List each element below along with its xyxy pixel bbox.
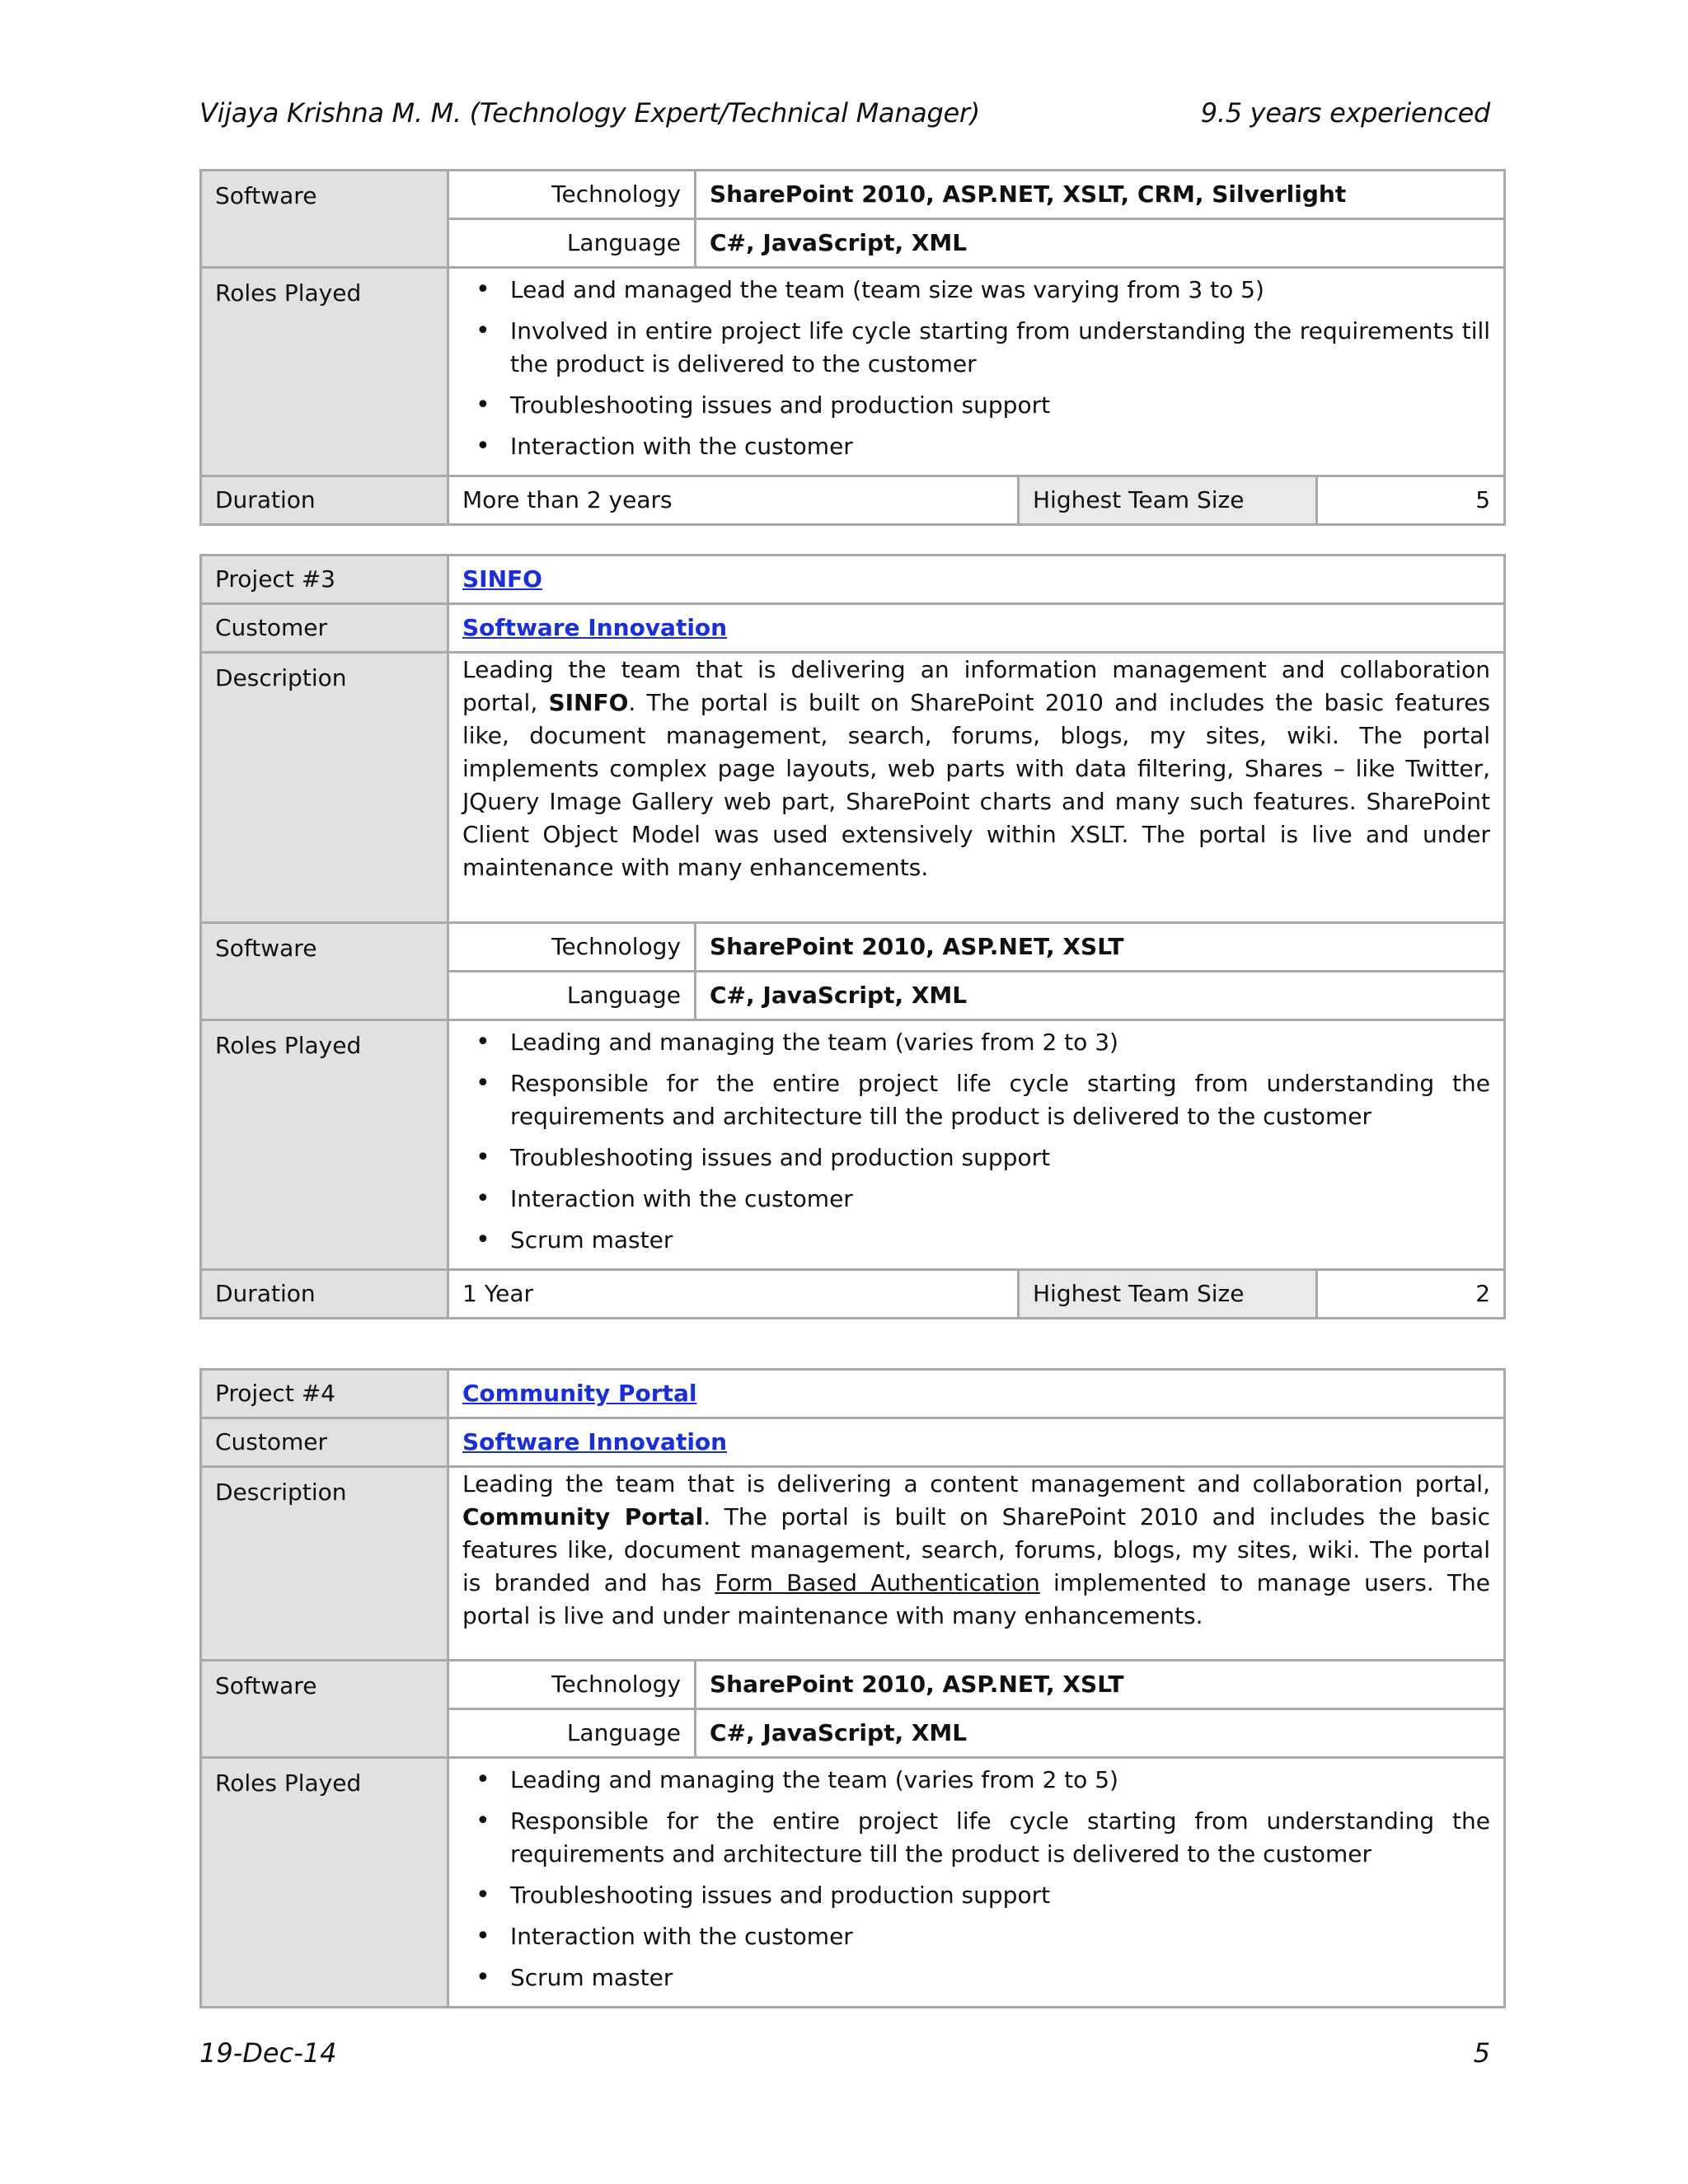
roles-cell [448, 1020, 1505, 1270]
project-name-cell [448, 1370, 1505, 1418]
language-value: C#, JavaScript, XML [696, 1709, 1505, 1758]
project-name-link[interactable]: Community Portal [462, 1380, 697, 1407]
customer-link[interactable]: Software Innovation [462, 614, 728, 641]
team-size-value: 5 [1317, 476, 1505, 525]
team-size-value: 2 [1317, 1270, 1505, 1319]
roles-list [462, 1021, 1490, 1268]
page-number: 5 [1473, 2037, 1490, 2069]
project-4-table [199, 1368, 1506, 2008]
technology-label: Technology [448, 923, 696, 972]
customer-cell [448, 1418, 1505, 1467]
duration-value: 1 Year [448, 1270, 1019, 1319]
list-item: • Troubleshooting issues and production support [462, 389, 1490, 422]
team-size-label: Highest Team Size [1019, 1270, 1317, 1319]
resume-owner-title: Vijaya Krishna M. M. (Technology Expert/Technical Manager) [199, 97, 980, 129]
duration-value: More than 2 years [448, 476, 1019, 525]
duration-label: Duration [201, 1270, 448, 1319]
roles-label: Roles Played [201, 268, 448, 476]
duration-label: Duration [201, 476, 448, 525]
project-name-cell [448, 555, 1505, 604]
page-header [199, 97, 1490, 138]
customer-cell [448, 604, 1505, 653]
list-item: • Responsible for the entire project life cycle starting from understanding the requirements and architecture till the product is delivered to the customer [462, 1067, 1490, 1133]
technology-label: Technology [448, 1661, 696, 1709]
list-item: • Troubleshooting issues and production support [462, 1141, 1490, 1174]
description-text: Leading the team that is delivering a content management and collaboration portal, Community Portal. The portal is built on SharePoint 2010 and includes the basic features like, document management, search, forums, blogs, my sites, wiki. The portal is branded and has Form Based Authentication implemented to manage users. The portal is live and under maintenance with many enhancements. [448, 1467, 1505, 1661]
software-label: Software [201, 1661, 448, 1758]
language-value: C#, JavaScript, XML [696, 219, 1505, 268]
footer-date: 19-Dec-14 [199, 2037, 337, 2069]
roles-cell [448, 268, 1505, 476]
software-label: Software [201, 171, 448, 268]
list-item: • Interaction with the customer [462, 1183, 1490, 1216]
language-label: Language [448, 972, 696, 1020]
list-item: • Responsible for the entire project life cycle starting from understanding the requirements and architecture till the product is delivered to the customer [462, 1805, 1490, 1871]
list-item: • Interaction with the customer [462, 1920, 1490, 1953]
team-size-label: Highest Team Size [1019, 476, 1317, 525]
language-value: C#, JavaScript, XML [696, 972, 1505, 1020]
technology-label: Technology [448, 171, 696, 219]
description-text: Leading the team that is delivering an information management and collaboration portal, SINFO. The portal is built on SharePoint 2010 and includes the basic features like, document management, search, forums, blogs, my sites, wiki. The portal implements complex page layouts, web parts with data filtering, Shares – like Twitter, JQuery Image Gallery web part, SharePoint charts and many such features. SharePoint Client Object Model was used extensively within XSLT. The portal is live and under maintenance with many enhancements. [448, 653, 1505, 923]
project-number-label: Project #4 [201, 1370, 448, 1418]
roles-label: Roles Played [201, 1758, 448, 2008]
description-label: Description [201, 1467, 448, 1661]
project-2-table [199, 169, 1506, 526]
form-based-auth-link[interactable]: Form Based Authentication [715, 1569, 1040, 1596]
software-label: Software [201, 923, 448, 1020]
list-item: • Scrum master [462, 1961, 1490, 1994]
technology-value: SharePoint 2010, ASP.NET, XSLT, CRM, Silverlight [696, 171, 1505, 219]
language-label: Language [448, 219, 696, 268]
list-item: • Lead and managed the team (team size was varying from 3 to 5) [462, 274, 1490, 307]
description-label: Description [201, 653, 448, 923]
page-footer [199, 2037, 1490, 2079]
technology-value: SharePoint 2010, ASP.NET, XSLT [696, 1661, 1505, 1709]
list-item: • Troubleshooting issues and production support [462, 1879, 1490, 1912]
roles-cell [448, 1758, 1505, 2008]
list-item: • Leading and managing the team (varies from 2 to 3) [462, 1026, 1490, 1059]
roles-label: Roles Played [201, 1020, 448, 1270]
project-3-table [199, 554, 1506, 1319]
project-number-label: Project #3 [201, 555, 448, 604]
technology-value: SharePoint 2010, ASP.NET, XSLT [696, 923, 1505, 972]
project-name-link[interactable]: SINFO [462, 565, 542, 593]
list-item: • Scrum master [462, 1224, 1490, 1257]
customer-label: Customer [201, 1418, 448, 1467]
roles-list [462, 269, 1490, 475]
customer-link[interactable]: Software Innovation [462, 1428, 728, 1455]
roles-list [462, 1759, 1490, 2006]
list-item: • Leading and managing the team (varies from 2 to 5) [462, 1764, 1490, 1797]
list-item: • Interaction with the customer [462, 430, 1490, 463]
customer-label: Customer [201, 604, 448, 653]
list-item: • Involved in entire project life cycle starting from understanding the requirements till the product is delivered to the customer [462, 315, 1490, 381]
experience-note: 9.5 years experienced [1200, 97, 1490, 129]
language-label: Language [448, 1709, 696, 1758]
